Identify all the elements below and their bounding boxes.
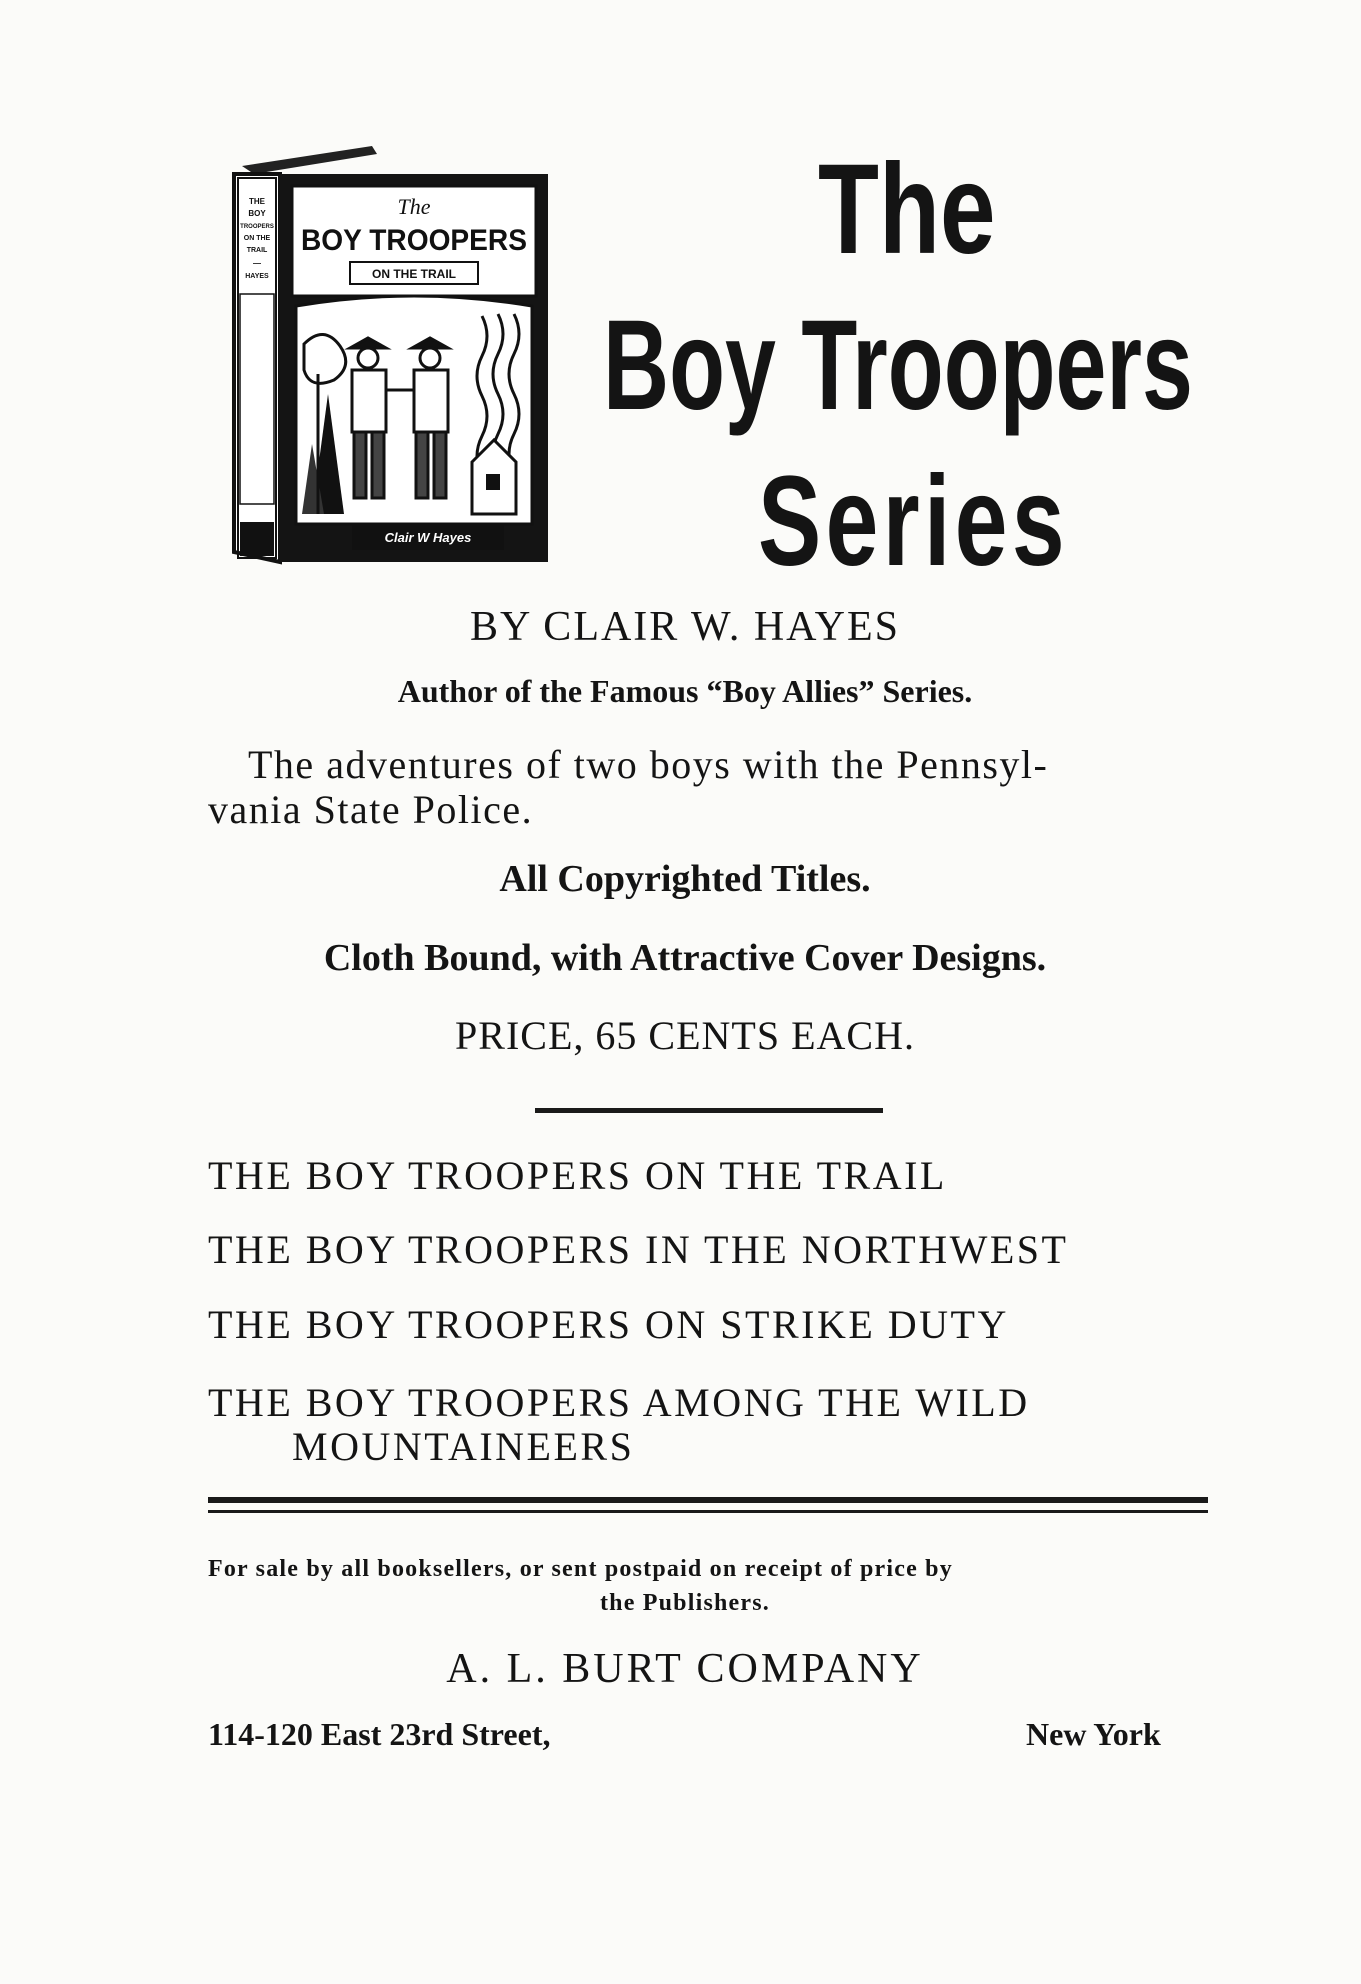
book-illustration xyxy=(232,144,552,566)
description-line-2: vania State Police. xyxy=(208,787,534,832)
cover-top-word: The xyxy=(397,194,431,219)
spine-text-1: THE xyxy=(249,197,265,206)
title-list-item: THE BOY TROOPERS IN THE NORTHWEST xyxy=(208,1227,1069,1272)
spine-text-5: TRAIL xyxy=(246,247,268,254)
title-list-item: THE BOY TROOPERS ON STRIKE DUTY xyxy=(208,1302,1009,1347)
copyright-note: All Copyrighted Titles. xyxy=(499,858,871,900)
spine-text-7: HAYES xyxy=(245,273,269,280)
double-rule-top xyxy=(208,1497,1208,1503)
cover-title: BOY TROOPERS xyxy=(301,224,527,257)
description-line-1: The adventures of two boys with the Pennsyl- xyxy=(248,742,1049,787)
cover-subtitle: ON THE TRAIL xyxy=(372,267,456,281)
cover-author: Clair W Hayes xyxy=(384,530,472,545)
spine-text-6: — xyxy=(253,259,261,268)
spine-text-3: TROOPERS xyxy=(240,224,274,230)
spine-text-4: ON THE xyxy=(243,235,271,242)
price-note: PRICE, 65 CENTS EACH. xyxy=(455,1013,915,1058)
author-byline: BY CLAIR W. HAYES xyxy=(470,604,900,650)
series-heading-line-1: The xyxy=(818,138,996,281)
binding-note: Cloth Bound, with Attractive Cover Designs. xyxy=(323,937,1047,979)
author-note: Author of the Famous “Boy Allies” Series. xyxy=(397,673,973,709)
publisher-name: A. L. BURT COMPANY xyxy=(446,1646,924,1692)
series-description xyxy=(208,742,1208,832)
short-divider xyxy=(535,1108,883,1113)
title-list-item-continuation: MOUNTAINEERS xyxy=(292,1424,635,1469)
title-list-item: THE BOY TROOPERS ON THE TRAIL xyxy=(208,1153,947,1198)
sale-note-line-2: the Publishers. xyxy=(599,1590,770,1616)
publisher-address: 114-120 East 23rd Street, xyxy=(208,1716,551,1752)
series-heading-line-2: Boy Troopers xyxy=(603,294,1193,437)
title-list-item: THE BOY TROOPERS AMONG THE WILD xyxy=(208,1380,1030,1425)
series-heading-line-3: Series xyxy=(758,450,1070,593)
sale-note-line-1: For sale by all booksellers, or sent postpaid on receipt of price by xyxy=(208,1556,953,1582)
spine-text-2: BOY xyxy=(248,209,266,218)
publisher-city: New York xyxy=(1026,1716,1161,1752)
double-rule-bottom xyxy=(208,1510,1208,1513)
